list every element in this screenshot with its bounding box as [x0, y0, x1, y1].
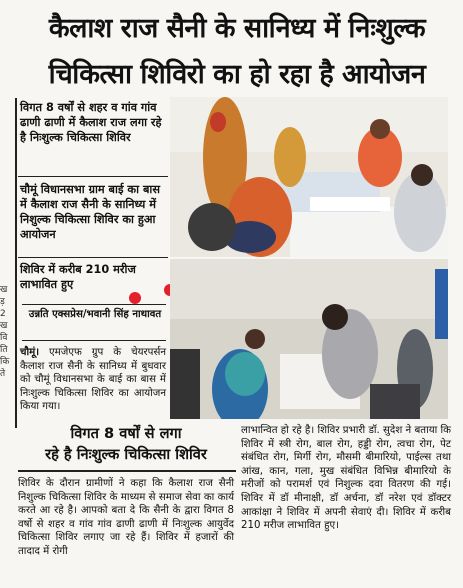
subhead-3: शिविर में करीब 210 मरीज लाभावित हुए: [20, 263, 136, 291]
dateline: चौमूं।: [20, 347, 40, 358]
headline-line-2: चिकित्सा शिविरो का हो रहा है आयोजन: [48, 59, 426, 90]
edge-fragment: कि: [0, 357, 10, 367]
photo-doctor-checking-patient: [170, 259, 448, 419]
edge-fragment: ख: [0, 321, 8, 331]
lead-text: एमजेएफ ग्रुप के चेयरपर्सन कैलाश राज सैनी के सानिध्य में बुधवार को चौमूं विधानसभा के बाई का बास में निःशुल्क चिकित्सा शिविर का आयोजन किया गया।: [20, 347, 166, 413]
section-rule: [18, 470, 236, 472]
edge-fragment: वि: [0, 333, 8, 343]
headline-line-1: कैलाश राज सैनी के सानिध्य में निःशुल्क: [48, 13, 426, 44]
byline-rule: [22, 304, 166, 305]
bottom-left-column: शिविर के दौरान ग्रामीणों ने कहा कि कैलाश राज सैनी निशुल्क चिकित्सा शिविर के माध्यम से समाज सेवा का कार्य करते आ रहे है। आपको बता दे कि सैनी के द्वारा विगत 8 वर्षो से शहर व गांव गांव ढाणी ढाणी में निःशुल्क आयुर्वेद चिकित्सा शिविर लगाए जा रहे हैं। शिविर में हजारों की तादाद में रोगी: [18, 478, 234, 557]
section-heading-line-1: विगत 8 वर्षों से लगा: [70, 425, 182, 442]
photo-medical-camp-consultation: [170, 97, 448, 257]
subhead-2: चौमूं विधानसभा ग्राम बाई का बास में कैलाश राज सैनी के सानिध्य में निशुल्क चिकित्सा शिविर का हुआ आयोजन: [20, 183, 160, 241]
subhead-1: विगत 8 वर्षों से शहर व गांव गांव ढाणी ढाणी में कैलाश राज लगा रहे है निःशुल्क चिकित्सा शिविर: [20, 101, 162, 144]
byline: उन्नति एक्सप्रेस/भवानी सिंह नाथावत: [28, 309, 162, 320]
divider: [18, 257, 168, 258]
edge-fragment: ते: [0, 369, 6, 379]
edge-fragment: ति: [0, 345, 8, 355]
byline-rule: [22, 340, 166, 341]
lead-paragraph: [20, 346, 166, 414]
bottom-right-column: लाभान्वित हो रहे है। शिविर प्रभारी डॉ. सुदेश ने बताया कि शिविर में स्त्री रोग, बाल रोग, हड्डी रोग, त्वचा रोग, पेट संबंधित रोग, मिर्गी रोग, मौसमी बीमारियो, पाईल्स तथा आंख, कान, गला, मुख संबंधित विभिन्न बीमारियो के मरीजों को परामर्श एवं निशुल्क दवा वितरण की गई। शिविर में डॉ मीनाक्षी, डॉ अर्चना, डॉ नरेश एवं डॉक्टर आकांक्षा ने शिविर में अपनी सेवाएं दी। शिविर में करीब 210 मरीज लाभावित हुए।: [241, 425, 451, 532]
red-dot-marker: [129, 292, 141, 304]
edge-fragment: ख: [0, 285, 8, 295]
section-heading: [18, 423, 234, 465]
section-heading-line-2: रहे है निःशुल्क चिकित्सा शिविर: [45, 446, 207, 463]
divider: [18, 176, 168, 177]
edge-fragment: ड़: [0, 297, 5, 307]
left-edge-fragments: [0, 284, 10, 380]
edge-fragment: 2: [0, 309, 6, 319]
left-column-border: [15, 98, 17, 428]
